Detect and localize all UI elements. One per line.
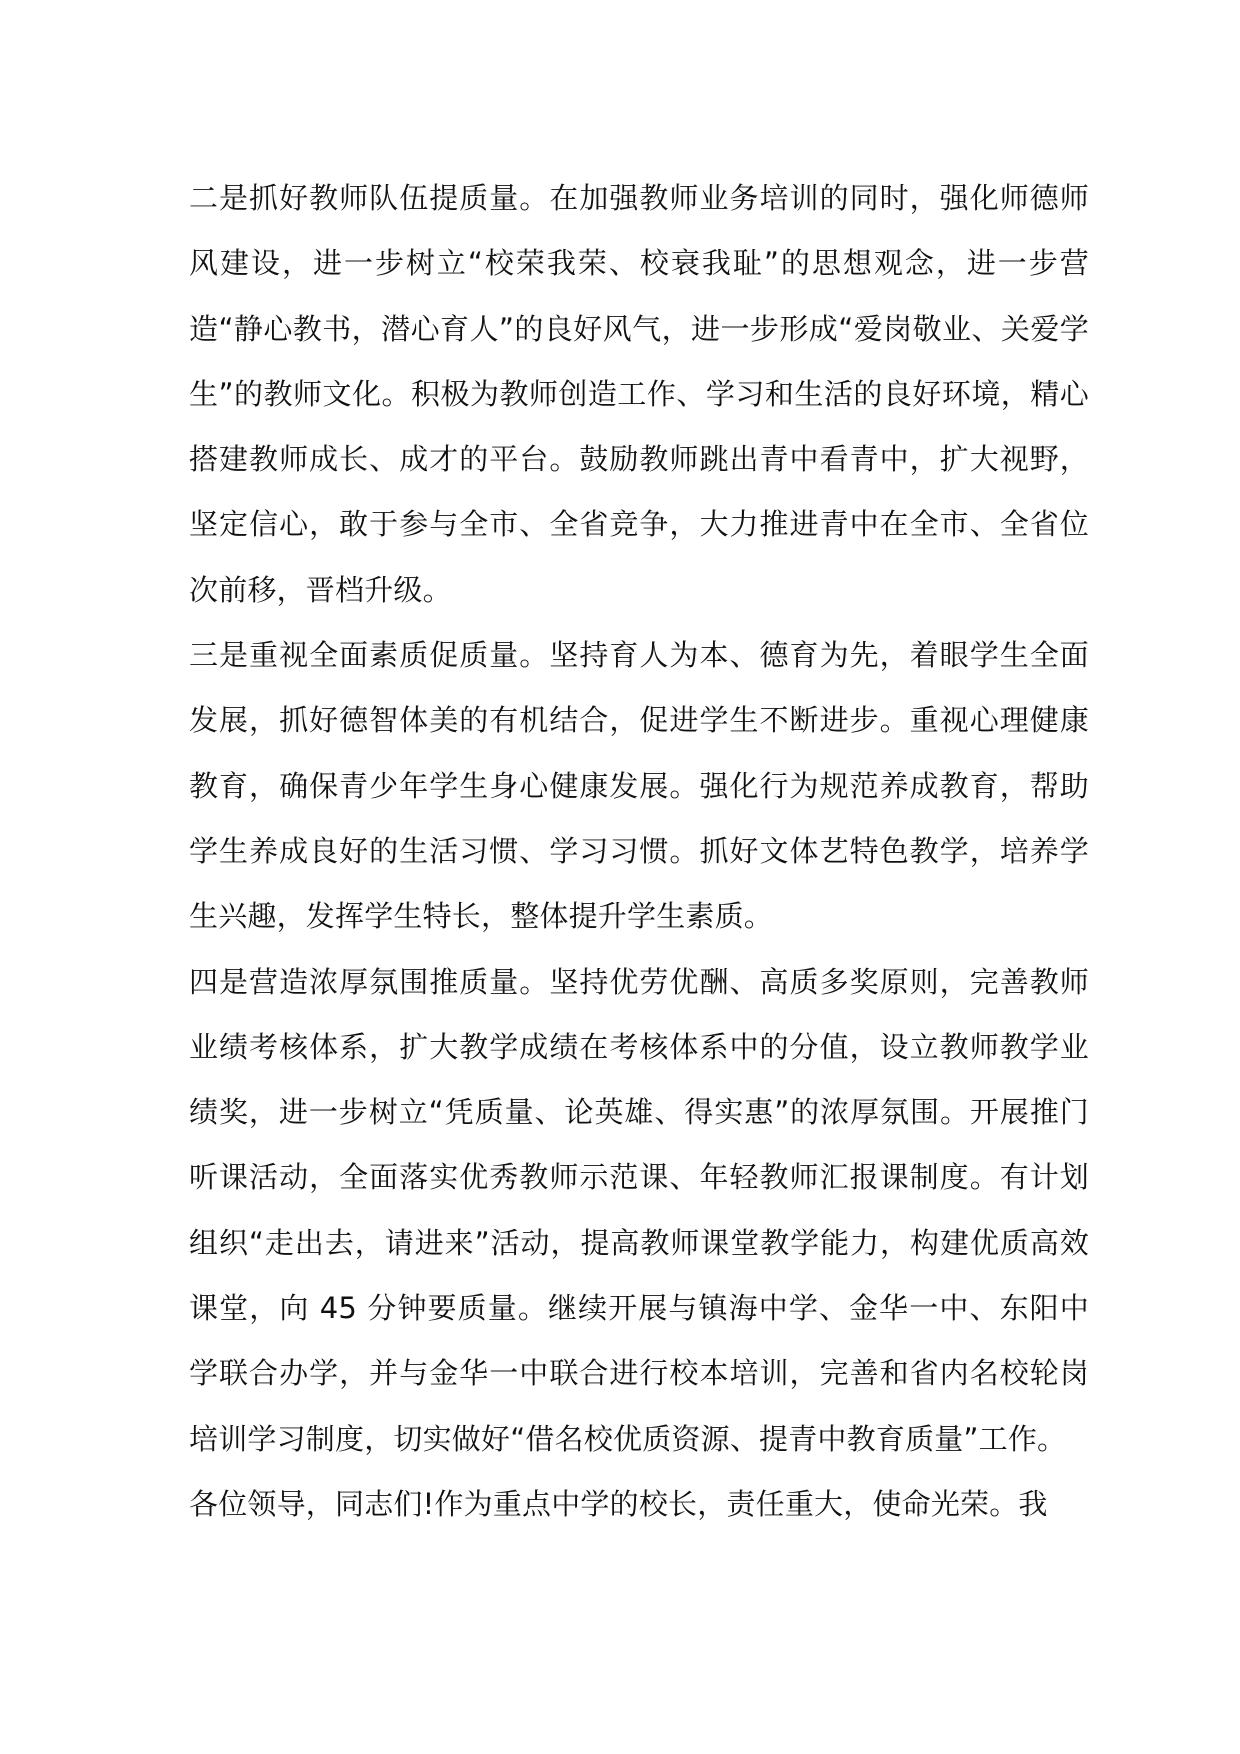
paragraph-atmosphere: 四是营造浓厚氛围推质量。坚持优劳优酬、高质多奖原则，完善教师业绩考核体系，扩大教学成绩在考核体系中的分值，设立教师教学业绩奖，进一步树立“凭质量、论英雄、得实惠”的浓厚氛围。开展推门听课活动，全面落实优秀教师示范课、年轻教师汇报课制度。有计划组织“走出去，请进来”活动，提高教师课堂教学能力，构建优质高效课堂，向 45 分钟要质量。继续开展与镇海中学、金华一中、东阳中学联合办学，并与金华一中联合进行校本培训，完善和省内名校轮岗培训学习制度，切实做好“借名校优质资源、提青中教育质量”工作。 [189, 964, 1089, 1456]
document-body [189, 166, 1089, 1537]
paragraph-overall-quality: 三是重视全面素质促质量。坚持育人为本、德育为先，着眼学生全面发展，抓好德智体美的有机结合，促进学生不断进步。重视心理健康教育，确保青少年学生身心健康发展。强化行为规范养成教育，帮助学生养成良好的生活习惯、学习习惯。抓好文体艺特色教学，培养学生兴趣，发挥学生特长，整体提升学生素质。 [189, 638, 1089, 934]
paragraph-teacher-team: 二是抓好教师队伍提质量。在加强教师业务培训的同时，强化师德师风建设，进一步树立“校荣我荣、校衰我耻”的思想观念，进一步营造“静心教书，潜心育人”的良好风气，进一步形成“爱岗敬业、关爱学生”的教师文化。积极为教师创造工作、学习和生活的良好环境，精心搭建教师成长、成才的平台。鼓励教师跳出青中看青中，扩大视野，坚定信心，敢于参与全市、全省竞争，大力推进青中在全市、全省位次前移，晋档升级。 [189, 181, 1089, 607]
paragraph-closing: 各位领导，同志们!作为重点中学的校长，责任重大，使命光荣。我 [189, 1486, 1048, 1521]
